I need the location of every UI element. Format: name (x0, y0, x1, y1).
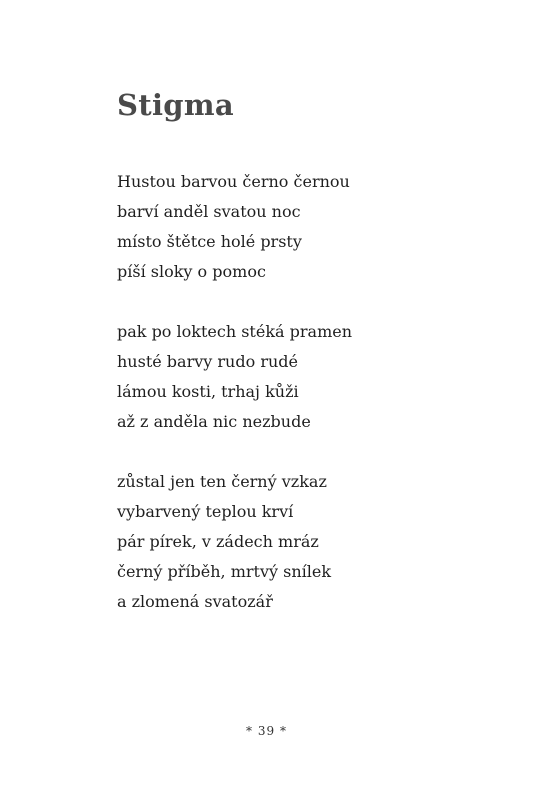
stanza-1 (117, 167, 350, 287)
poem-title: Stigma (117, 88, 234, 122)
stanza-3 (117, 467, 331, 617)
verse-line: pár pírek, v zádech mráz (117, 532, 319, 551)
verse-line: píší sloky o pomoc (117, 262, 266, 281)
page-number: * 39 * (246, 724, 287, 738)
verse-line: černý příběh, mrtvý snílek (117, 562, 332, 581)
stanza-2 (117, 317, 352, 437)
verse-line: až z anděla nic nezbude (117, 412, 311, 431)
verse-line: Hustou barvou černo černou (117, 172, 350, 191)
verse-line: barví anděl svatou noc (117, 202, 301, 221)
verse-line: pak po loktech stéká pramen (117, 322, 353, 341)
verse-line: vybarvený teplou krví (117, 502, 294, 521)
verse-line: lámou kosti, trhaj kůži (117, 382, 299, 401)
verse-line: a zlomená svatozář (117, 592, 273, 611)
verse-line: husté barvy rudo rudé (117, 352, 298, 371)
verse-line: místo štětce holé prsty (117, 232, 302, 251)
verse-line: zůstal jen ten černý vzkaz (117, 472, 327, 491)
